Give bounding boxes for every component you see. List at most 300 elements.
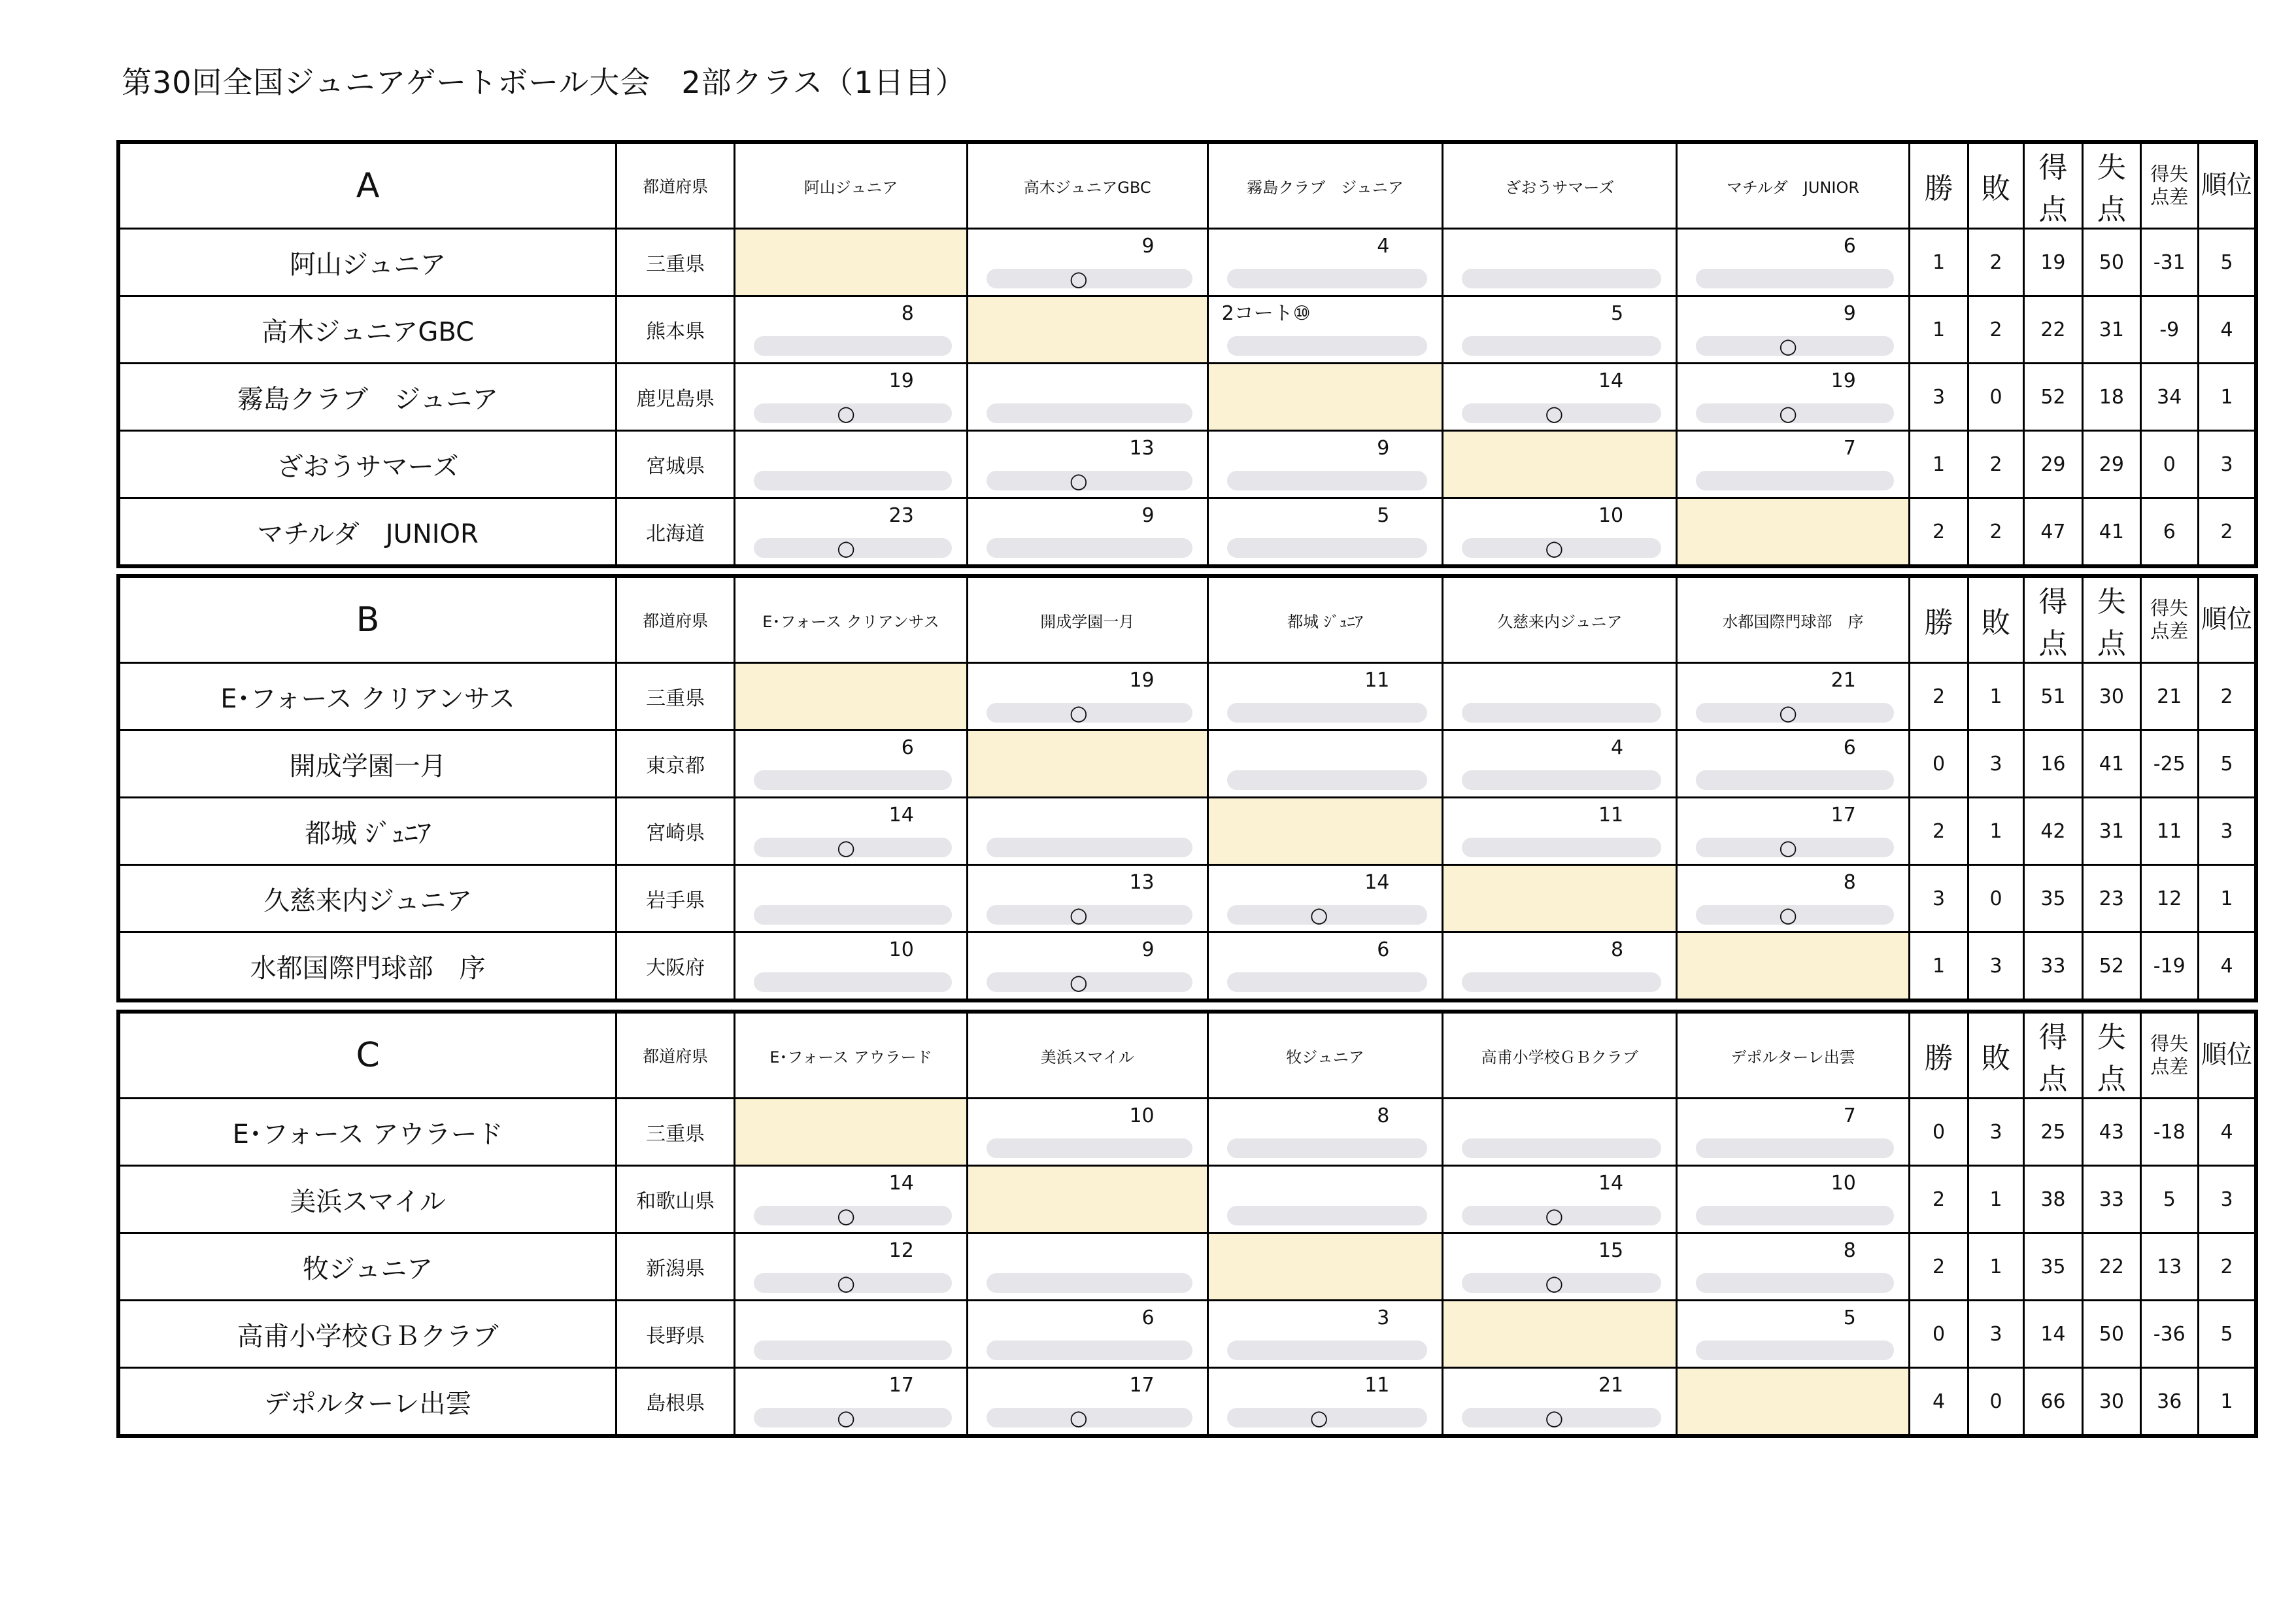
entry-bar	[1696, 770, 1894, 790]
match-cell	[1207, 498, 1443, 567]
diff-header: 得失点差	[2140, 576, 2198, 663]
match-cell	[1443, 364, 1677, 431]
match-score: 6	[1843, 736, 1856, 759]
opponent-header: デポルターレ出雲	[1677, 1012, 1910, 1099]
team-rank: 1	[2198, 865, 2256, 932]
diff-header: 得失点差	[2140, 142, 2198, 229]
match-cell	[735, 1166, 968, 1233]
self-match-cell	[967, 296, 1207, 364]
match-score: 19	[1129, 669, 1155, 692]
match-cell	[967, 364, 1207, 431]
team-wins: 0	[1909, 1301, 1968, 1368]
team-name: E･フォース アウラード	[118, 1099, 616, 1166]
match-score: 14	[1598, 369, 1624, 392]
self-match-cell	[1207, 364, 1443, 431]
entry-bar	[987, 468, 1192, 493]
match-score: 3	[1377, 1307, 1390, 1329]
match-cell	[1207, 663, 1443, 730]
team-points-against: 30	[2083, 663, 2140, 730]
team-rank: 5	[2198, 730, 2256, 798]
match-cell	[1207, 1301, 1443, 1368]
match-score: 10	[1831, 1172, 1856, 1195]
team-name: マチルダ JUNIOR	[118, 498, 616, 567]
team-rank: 2	[2198, 663, 2256, 730]
team-losses: 1	[1968, 1233, 2023, 1301]
team-points-for: 19	[2023, 229, 2082, 296]
entry-bar	[1227, 1138, 1428, 1158]
match-note: 2コート⑩	[1221, 302, 1311, 325]
self-match-cell	[967, 1166, 1207, 1233]
entry-bar	[987, 1341, 1192, 1360]
opponent-header: 牧ジュニア	[1207, 1012, 1443, 1099]
win-mark-icon: ○	[837, 1271, 856, 1295]
team-points-for: 14	[2023, 1301, 2082, 1368]
team-points-for: 51	[2023, 663, 2082, 730]
match-cell	[967, 865, 1207, 932]
entry-bar	[987, 838, 1192, 857]
match-score: 13	[1129, 437, 1155, 460]
entry-bar	[987, 700, 1192, 725]
match-score: 6	[1843, 235, 1856, 258]
self-match-cell	[1677, 498, 1910, 567]
opponent-header: 高木ジュニアGBC	[967, 142, 1207, 229]
team-name: 高木ジュニアGBC	[118, 296, 616, 364]
team-losses: 0	[1968, 865, 2023, 932]
diff-header: 得失点差	[2140, 1012, 2198, 1099]
entry-bar	[1462, 703, 1661, 723]
entry-bar	[754, 471, 952, 490]
team-points-against: 33	[2083, 1166, 2140, 1233]
entry-bar	[1227, 538, 1428, 558]
match-cell	[967, 229, 1207, 296]
entry-bar	[1696, 471, 1894, 490]
opponent-header: ざおうサマーズ	[1443, 142, 1677, 229]
match-score: 14	[888, 1172, 914, 1195]
team-point-diff: 6	[2140, 498, 2198, 567]
match-cell	[1207, 1166, 1443, 1233]
team-rank: 1	[2198, 1368, 2256, 1437]
match-score: 9	[1141, 235, 1155, 258]
entry-bar	[1696, 1273, 1894, 1293]
match-cell	[1207, 1368, 1443, 1437]
match-cell	[1677, 364, 1910, 431]
team-row	[118, 1099, 2256, 1166]
team-wins: 2	[1909, 1233, 1968, 1301]
team-points-against: 31	[2083, 296, 2140, 364]
group-name: C	[118, 1012, 616, 1099]
match-score: 8	[1843, 1239, 1856, 1262]
match-score: 10	[1129, 1104, 1155, 1127]
team-row	[118, 798, 2256, 865]
team-point-diff: -31	[2140, 229, 2198, 296]
match-score: 9	[1141, 504, 1155, 527]
team-points-for: 33	[2023, 932, 2082, 1001]
match-score: 8	[1843, 871, 1856, 894]
match-score: 13	[1129, 871, 1155, 894]
win-mark-icon: ○	[1069, 902, 1088, 927]
win-mark-icon: ○	[1069, 266, 1088, 291]
team-point-diff: 5	[2140, 1166, 2198, 1233]
match-score: 12	[888, 1239, 914, 1262]
team-wins: 2	[1909, 1166, 1968, 1233]
win-mark-icon: ○	[1779, 700, 1798, 725]
match-cell	[967, 498, 1207, 567]
self-match-cell	[1207, 798, 1443, 865]
team-rank: 4	[2198, 1099, 2256, 1166]
team-rank: 5	[2198, 1301, 2256, 1368]
team-prefecture: 三重県	[616, 229, 735, 296]
team-losses: 2	[1968, 296, 2023, 364]
win-mark-icon: ○	[1545, 1203, 1564, 1228]
points-against-header: 失点	[2083, 576, 2140, 663]
match-score: 11	[1364, 1374, 1390, 1397]
team-name: 美浜スマイル	[118, 1166, 616, 1233]
match-score: 15	[1598, 1239, 1624, 1262]
opponent-header: 霧島クラブ ジュニア	[1207, 142, 1443, 229]
team-name: ざおうサマーズ	[118, 431, 616, 498]
match-score: 4	[1611, 736, 1624, 759]
entry-bar	[987, 902, 1192, 927]
win-mark-icon: ○	[1779, 333, 1798, 358]
team-rank: 1	[2198, 364, 2256, 431]
match-score: 5	[1843, 1307, 1856, 1329]
team-losses: 3	[1968, 932, 2023, 1001]
team-points-against: 22	[2083, 1233, 2140, 1301]
team-wins: 1	[1909, 296, 1968, 364]
opponent-header: 美浜スマイル	[967, 1012, 1207, 1099]
losses-header: 敗	[1968, 576, 2023, 663]
entry-bar	[1227, 269, 1428, 288]
team-points-against: 43	[2083, 1099, 2140, 1166]
match-cell	[967, 1099, 1207, 1166]
match-cell	[1677, 865, 1910, 932]
team-prefecture: 三重県	[616, 663, 735, 730]
match-cell	[1443, 932, 1677, 1001]
self-match-cell	[735, 663, 968, 730]
match-score: 8	[901, 302, 914, 325]
team-point-diff: 13	[2140, 1233, 2198, 1301]
match-cell	[1207, 1099, 1443, 1166]
match-cell	[1207, 296, 1443, 364]
group-header-row	[118, 142, 2256, 229]
match-cell	[1677, 798, 1910, 865]
team-point-diff: -18	[2140, 1099, 2198, 1166]
page-title: 第30回全国ジュニアゲートボール大会 2部クラス（1日目）	[122, 65, 966, 100]
team-points-against: 41	[2083, 498, 2140, 567]
points-for-header: 得点	[2023, 576, 2082, 663]
win-mark-icon: ○	[1069, 700, 1088, 725]
team-points-against: 50	[2083, 229, 2140, 296]
prefecture-header: 都道府県	[616, 576, 735, 663]
match-score: 17	[1129, 1374, 1155, 1397]
team-row	[118, 730, 2256, 798]
match-cell	[1443, 229, 1677, 296]
team-name: 高甫小学校ＧＢクラブ	[118, 1301, 616, 1368]
team-rank: 4	[2198, 932, 2256, 1001]
team-prefecture: 熊本県	[616, 296, 735, 364]
team-point-diff: 0	[2140, 431, 2198, 498]
match-cell	[1677, 663, 1910, 730]
team-name: E･フォース クリアンサス	[118, 663, 616, 730]
team-losses: 2	[1968, 229, 2023, 296]
self-match-cell	[1677, 1368, 1910, 1437]
group-header-row	[118, 1012, 2256, 1099]
team-losses: 3	[1968, 1301, 2023, 1368]
team-points-against: 23	[2083, 865, 2140, 932]
team-wins: 4	[1909, 1368, 1968, 1437]
match-cell	[735, 730, 968, 798]
team-row	[118, 364, 2256, 431]
self-match-cell	[1677, 932, 1910, 1001]
team-wins: 0	[1909, 730, 1968, 798]
match-cell	[1207, 932, 1443, 1001]
match-score: 17	[888, 1374, 914, 1397]
team-points-against: 52	[2083, 932, 2140, 1001]
entry-bar	[1696, 269, 1894, 288]
team-prefecture: 鹿児島県	[616, 364, 735, 431]
self-match-cell	[735, 1099, 968, 1166]
team-wins: 1	[1909, 431, 1968, 498]
team-point-diff: -25	[2140, 730, 2198, 798]
match-score: 7	[1843, 437, 1856, 460]
entry-bar	[1462, 336, 1661, 356]
win-mark-icon: ○	[1069, 970, 1088, 995]
prefecture-header: 都道府県	[616, 142, 735, 229]
match-cell	[967, 1368, 1207, 1437]
opponent-header: マチルダ JUNIOR	[1677, 142, 1910, 229]
team-points-against: 29	[2083, 431, 2140, 498]
entry-bar	[987, 538, 1192, 558]
match-cell	[735, 1301, 968, 1368]
match-cell	[1207, 730, 1443, 798]
match-cell	[1443, 730, 1677, 798]
team-point-diff: 34	[2140, 364, 2198, 431]
team-rank: 3	[2198, 431, 2256, 498]
win-mark-icon: ○	[837, 1203, 856, 1228]
match-cell	[967, 1301, 1207, 1368]
team-point-diff: 12	[2140, 865, 2198, 932]
entry-bar	[1227, 471, 1428, 490]
match-cell	[1443, 798, 1677, 865]
match-score: 19	[888, 369, 914, 392]
team-point-diff: -36	[2140, 1301, 2198, 1368]
win-mark-icon: ○	[1779, 902, 1798, 927]
match-score: 9	[1377, 437, 1390, 460]
match-cell	[1677, 1233, 1910, 1301]
win-mark-icon: ○	[837, 1405, 856, 1430]
self-match-cell	[1443, 1301, 1677, 1368]
opponent-header: E･フォース アウラード	[735, 1012, 968, 1099]
team-rank: 3	[2198, 1166, 2256, 1233]
match-cell	[735, 865, 968, 932]
entry-bar	[987, 1138, 1192, 1158]
points-against-header: 失点	[2083, 1012, 2140, 1099]
team-name: デポルターレ出雲	[118, 1368, 616, 1437]
match-cell	[1443, 663, 1677, 730]
team-wins: 1	[1909, 229, 1968, 296]
team-points-against: 30	[2083, 1368, 2140, 1437]
opponent-header: 阿山ジュニア	[735, 142, 968, 229]
wins-header: 勝	[1909, 576, 1968, 663]
match-score: 14	[1598, 1172, 1624, 1195]
rank-header: 順位	[2198, 1012, 2256, 1099]
entry-bar	[1462, 972, 1661, 992]
match-cell	[1677, 229, 1910, 296]
team-losses: 1	[1968, 1166, 2023, 1233]
team-row	[118, 1301, 2256, 1368]
team-prefecture: 大阪府	[616, 932, 735, 1001]
win-mark-icon: ○	[1545, 401, 1564, 426]
team-prefecture: 島根県	[616, 1368, 735, 1437]
team-losses: 0	[1968, 1368, 2023, 1437]
match-cell	[1443, 1233, 1677, 1301]
entry-bar	[987, 403, 1192, 423]
entry-bar	[754, 336, 952, 356]
win-mark-icon: ○	[1309, 902, 1328, 927]
match-cell	[1207, 229, 1443, 296]
team-points-for: 66	[2023, 1368, 2082, 1437]
team-points-for: 29	[2023, 431, 2082, 498]
win-mark-icon: ○	[1069, 468, 1088, 493]
match-cell	[1207, 431, 1443, 498]
team-prefecture: 岩手県	[616, 865, 735, 932]
match-score: 17	[1831, 804, 1856, 827]
match-cell	[1443, 1166, 1677, 1233]
opponent-header: 高甫小学校ＧＢクラブ	[1443, 1012, 1677, 1099]
wins-header: 勝	[1909, 142, 1968, 229]
match-score: 9	[1843, 302, 1856, 325]
win-mark-icon: ○	[1069, 1405, 1088, 1430]
opponent-header: 開成学園一月	[967, 576, 1207, 663]
team-point-diff: 11	[2140, 798, 2198, 865]
group-table-b	[116, 574, 2258, 1002]
entry-bar	[1227, 703, 1428, 723]
match-score: 5	[1611, 302, 1624, 325]
match-cell	[967, 663, 1207, 730]
team-name: 開成学園一月	[118, 730, 616, 798]
team-points-against: 31	[2083, 798, 2140, 865]
team-row	[118, 498, 2256, 567]
entry-bar	[754, 1341, 952, 1360]
win-mark-icon: ○	[837, 835, 856, 860]
match-cell	[735, 798, 968, 865]
team-row	[118, 1233, 2256, 1301]
self-match-cell	[1207, 1233, 1443, 1301]
match-score: 9	[1141, 938, 1155, 961]
entry-bar	[1227, 1341, 1428, 1360]
team-rank: 2	[2198, 498, 2256, 567]
match-score: 10	[1598, 504, 1624, 527]
win-mark-icon: ○	[837, 401, 856, 426]
opponent-header: 都城 ｼﾞｭﾆｱ	[1207, 576, 1443, 663]
win-mark-icon: ○	[1545, 536, 1564, 560]
team-prefecture: 宮城県	[616, 431, 735, 498]
match-cell	[1443, 1368, 1677, 1437]
team-row	[118, 1368, 2256, 1437]
entry-bar	[1696, 1138, 1894, 1158]
match-cell	[967, 431, 1207, 498]
group-name: B	[118, 576, 616, 663]
team-losses: 1	[1968, 798, 2023, 865]
team-points-for: 35	[2023, 865, 2082, 932]
match-score: 4	[1377, 235, 1390, 258]
match-score: 6	[1141, 1307, 1155, 1329]
match-score: 7	[1843, 1104, 1856, 1127]
team-row	[118, 663, 2256, 730]
team-points-for: 38	[2023, 1166, 2082, 1233]
entry-bar	[987, 266, 1192, 291]
team-points-against: 18	[2083, 364, 2140, 431]
losses-header: 敗	[1968, 142, 2023, 229]
match-score: 6	[901, 736, 914, 759]
team-points-against: 41	[2083, 730, 2140, 798]
team-name: 牧ジュニア	[118, 1233, 616, 1301]
win-mark-icon: ○	[1779, 835, 1798, 860]
match-cell	[1677, 1301, 1910, 1368]
win-mark-icon: ○	[1545, 1271, 1564, 1295]
match-cell	[1443, 296, 1677, 364]
win-mark-icon: ○	[1309, 1405, 1328, 1430]
match-score: 10	[888, 938, 914, 961]
group-header-row	[118, 576, 2256, 663]
team-row	[118, 932, 2256, 1001]
team-wins: 1	[1909, 932, 1968, 1001]
match-score: 21	[1831, 669, 1856, 692]
points-against-header: 失点	[2083, 142, 2140, 229]
team-row	[118, 865, 2256, 932]
team-wins: 3	[1909, 865, 1968, 932]
match-cell	[1443, 1099, 1677, 1166]
match-score: 19	[1831, 369, 1856, 392]
team-points-for: 16	[2023, 730, 2082, 798]
match-cell	[735, 1233, 968, 1301]
entry-bar	[987, 1405, 1192, 1430]
match-score: 6	[1377, 938, 1390, 961]
team-point-diff: -19	[2140, 932, 2198, 1001]
team-losses: 2	[1968, 431, 2023, 498]
group-table-c	[116, 1010, 2258, 1438]
match-score: 21	[1598, 1374, 1624, 1397]
team-points-for: 22	[2023, 296, 2082, 364]
match-cell	[967, 1233, 1207, 1301]
entry-bar	[987, 1273, 1192, 1293]
team-points-against: 50	[2083, 1301, 2140, 1368]
match-score: 11	[1364, 669, 1390, 692]
team-prefecture: 北海道	[616, 498, 735, 567]
team-name: 阿山ジュニア	[118, 229, 616, 296]
group-name: A	[118, 142, 616, 229]
team-wins: 3	[1909, 364, 1968, 431]
team-prefecture: 新潟県	[616, 1233, 735, 1301]
team-rank: 5	[2198, 229, 2256, 296]
rank-header: 順位	[2198, 576, 2256, 663]
opponent-header: E･フォース クリアンサス	[735, 576, 968, 663]
entry-bar	[1462, 770, 1661, 790]
team-row	[118, 1166, 2256, 1233]
match-score: 23	[888, 504, 914, 527]
team-prefecture: 東京都	[616, 730, 735, 798]
entry-bar	[1227, 972, 1428, 992]
entry-bar	[1227, 1206, 1428, 1225]
win-mark-icon: ○	[1545, 1405, 1564, 1430]
team-rank: 2	[2198, 1233, 2256, 1301]
entry-bar	[754, 905, 952, 925]
team-points-for: 52	[2023, 364, 2082, 431]
match-cell	[967, 798, 1207, 865]
team-points-for: 25	[2023, 1099, 2082, 1166]
group-table-a	[116, 140, 2258, 568]
entry-bar	[987, 970, 1192, 995]
